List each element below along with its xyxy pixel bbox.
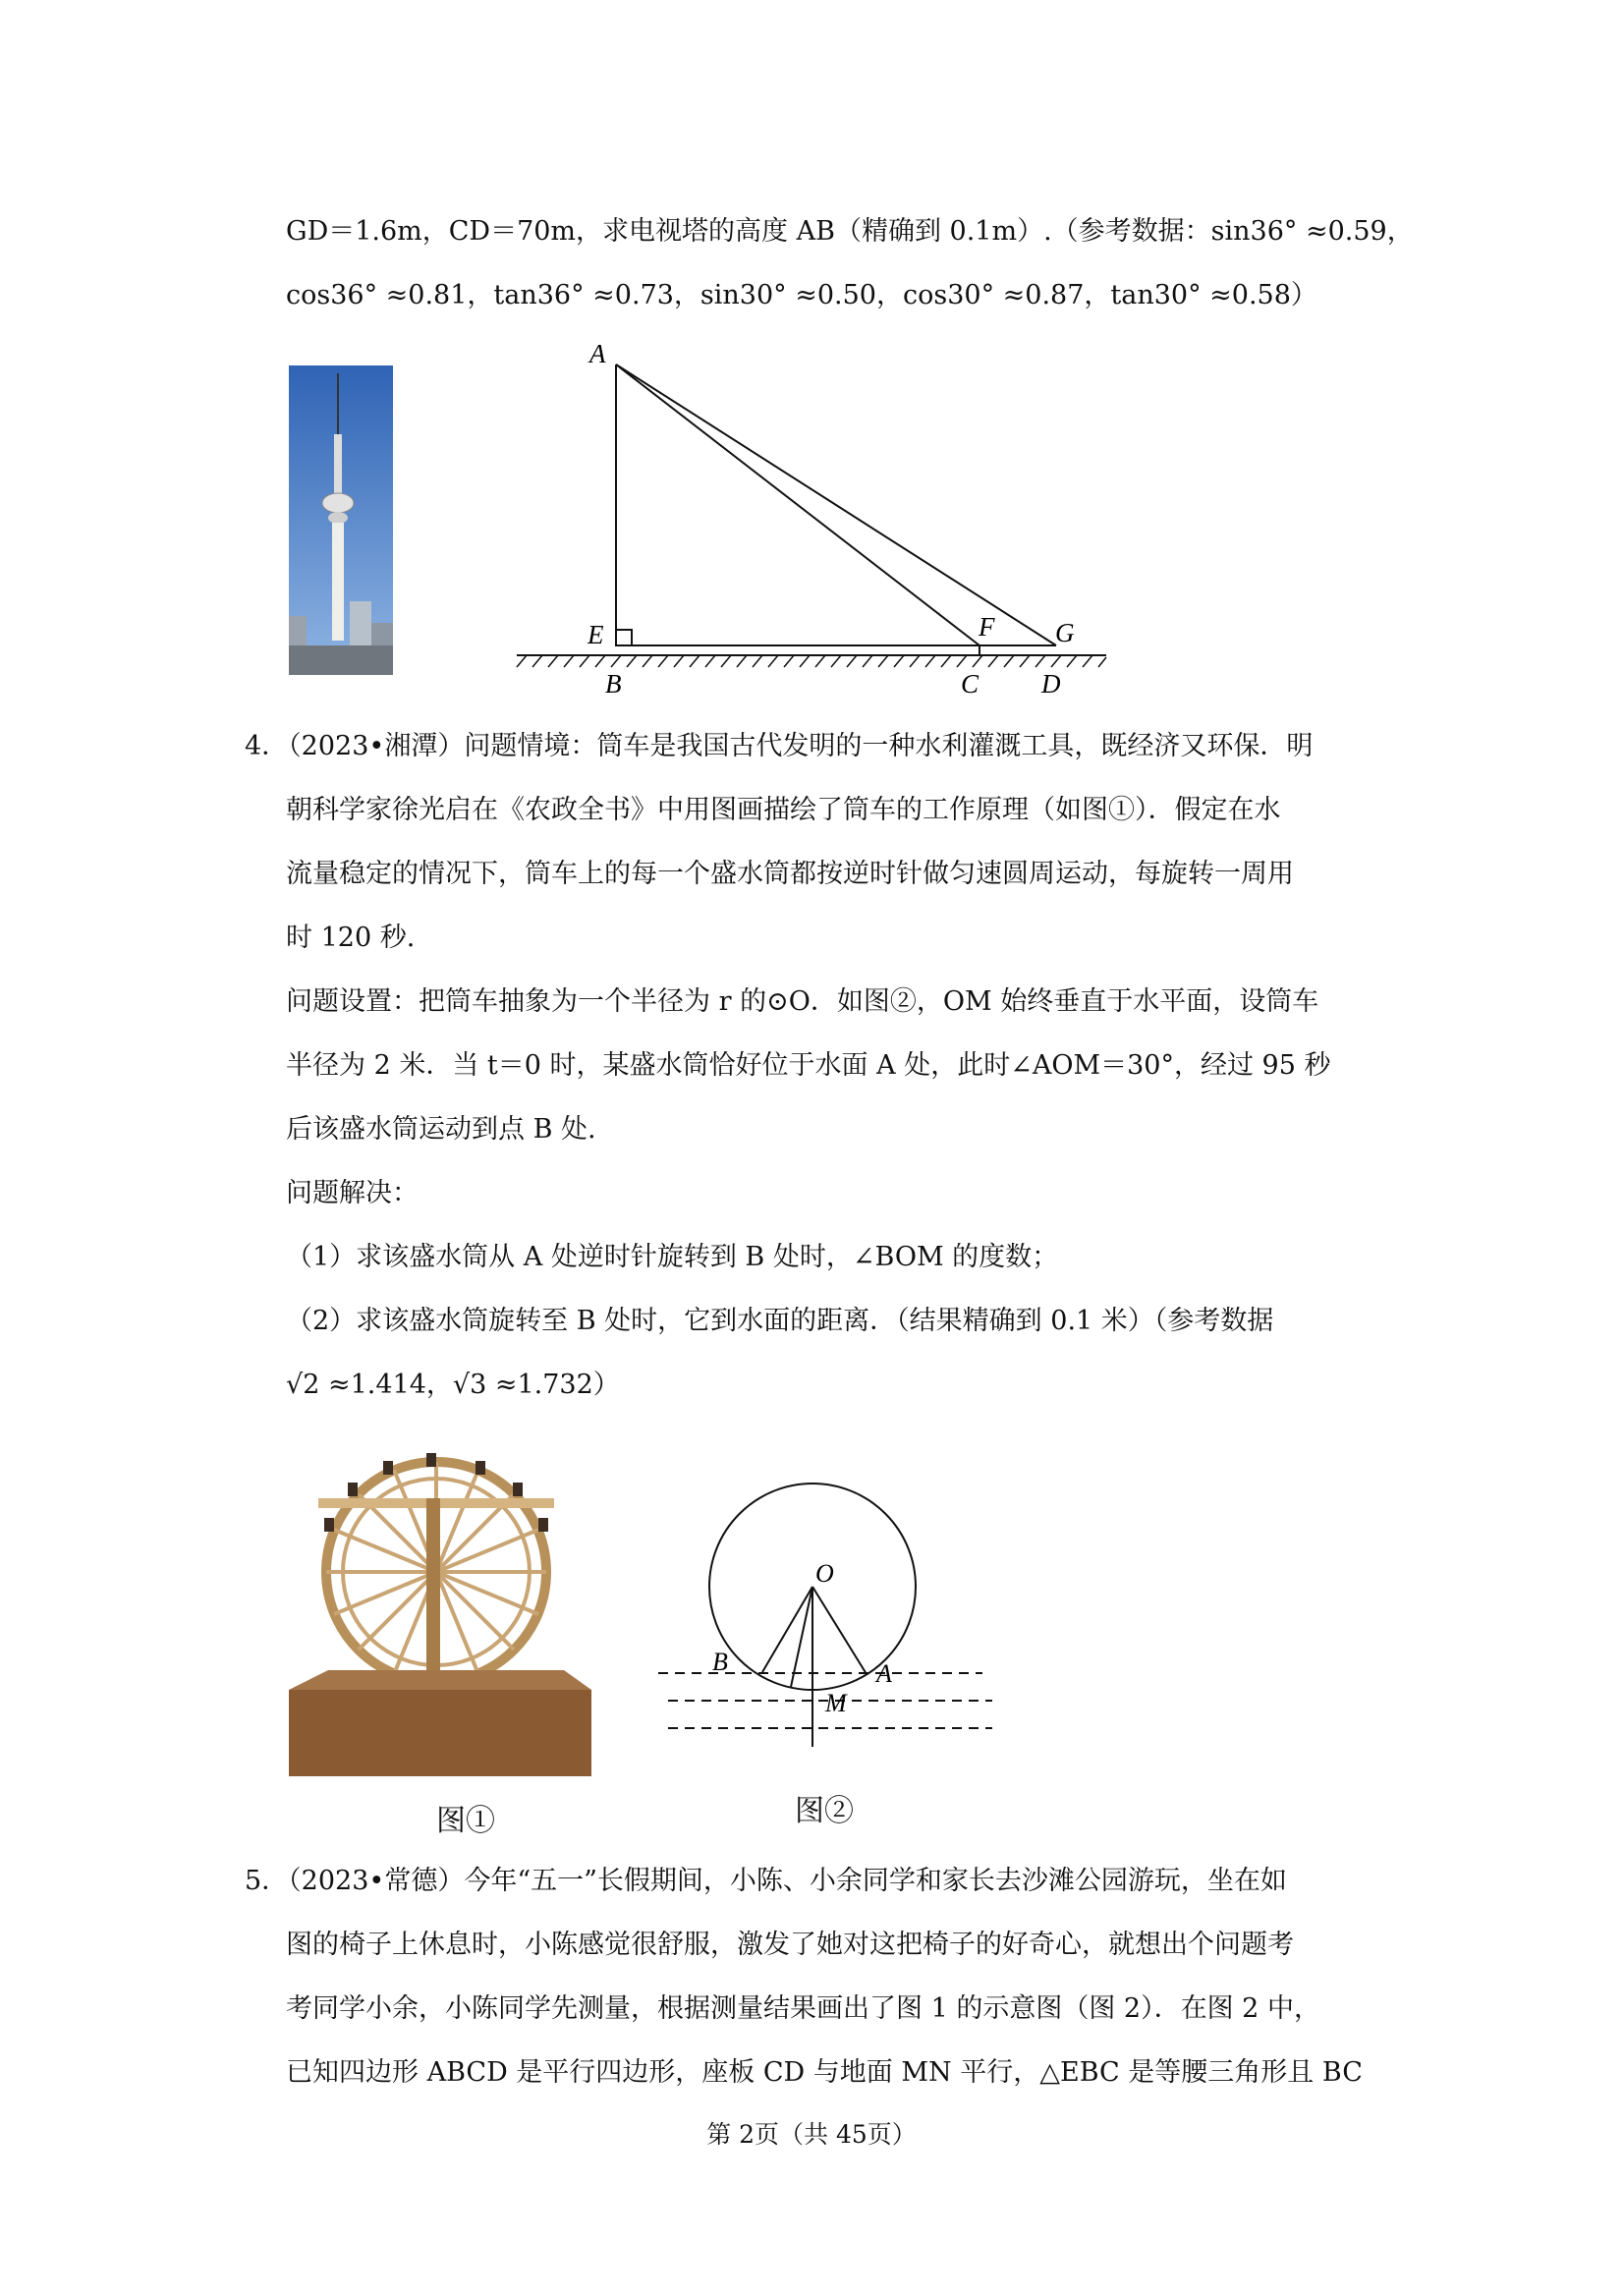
water-wheel-diagram (648, 1454, 1002, 1749)
label-e: E (588, 620, 604, 649)
label-m: M (825, 1689, 847, 1717)
problem4-line-4: 时 120 秒. (286, 923, 416, 953)
problem4-line-6: 半径为 2 米．当 t＝0 时，某盛水筒恰好位于水面 A 处，此时∠AOM＝30°，经过 95 秒 (286, 1050, 1331, 1081)
problem4-line-3: 流量稳定的情况下，筒车上的每一个盛水筒都按逆时针做匀速圆周运动，每旋转一周用 (286, 859, 1294, 889)
figure-2-caption: 图② (795, 1794, 854, 1828)
label-c: C (961, 669, 979, 699)
problem4-line-10: （2）求该盛水筒旋转至 B 处时，它到水面的距离．（结果精确到 0.1 米）（参考数据 (286, 1306, 1274, 1336)
label-b: B (605, 669, 622, 699)
figure-1-caption: 图① (436, 1804, 495, 1838)
tv-tower-photo (289, 365, 393, 675)
label-b2: B (712, 1648, 728, 1676)
problem4-line-5: 问题设置：把筒车抽象为一个半径为 r 的⊙O．如图②，OM 始终垂直于水平面，设筒车 (286, 986, 1319, 1017)
problem5-line-4: 已知四边形 ABCD 是平行四边形，座板 CD 与地面 MN 平行，△EBC 是等腰三角形且 BC (286, 2057, 1363, 2088)
water-wheel-photo (289, 1439, 591, 1776)
problem5-line-2: 图的椅子上休息时，小陈感觉很舒服，激发了她对这把椅子的好奇心，就想出个问题考 (286, 1930, 1294, 1960)
problem4-line-7: 后该盛水筒运动到点 B 处. (286, 1114, 596, 1145)
problem4-line-9: （1）求该盛水筒从 A 处逆时针旋转到 B 处时，∠BOM 的度数； (286, 1242, 1059, 1272)
label-d: D (1041, 669, 1061, 699)
label-a: A (589, 339, 606, 368)
problem5-line-1: 5．（2023•常德）今年“五一”长假期间，小陈、小余同学和家长去沙滩公园游玩，坐在如 (245, 1866, 1287, 1896)
problem4-line-11: √2 ≈1.414，√3 ≈1.732） (286, 1370, 620, 1400)
label-g: G (1055, 618, 1075, 647)
problem3-line-2: cos36° ≈0.81，tan36° ≈0.73，sin30° ≈0.50，cos30° ≈0.87，tan30° ≈0.58） (286, 280, 1317, 310)
problem3-line-1: GD＝1.6m，CD＝70m，求电视塔的高度 AB（精确到 0.1m）.（参考数据：sin36° ≈0.59， (286, 216, 1414, 247)
page-footer: 第 2页（共 45页） (706, 2120, 917, 2149)
label-o: O (815, 1559, 834, 1588)
problem4-line-8: 问题解决： (286, 1178, 419, 1208)
label-f: F (979, 612, 995, 642)
tower-figure (511, 339, 1120, 702)
problem4-line-1: 4．（2023•湘潭）问题情境：筒车是我国古代发明的一种水利灌溉工具，既经济又环保．明 (245, 731, 1314, 761)
problem4-line-2: 朝科学家徐光启在《农政全书》中用图画描绘了筒车的工作原理（如图①）．假定在水 (286, 795, 1281, 825)
label-a2: A (876, 1659, 892, 1688)
problem5-line-3: 考同学小余，小陈同学先测量，根据测量结果画出了图 1 的示意图（图 2）．在图 2 中， (286, 1993, 1320, 2024)
